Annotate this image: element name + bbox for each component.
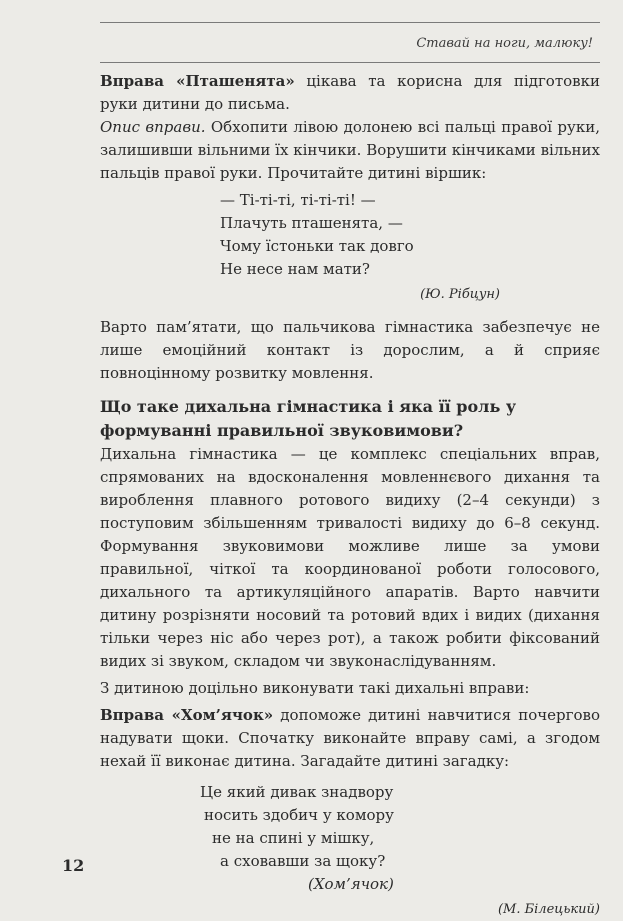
exercise-1-title: Вправа «Пташенята» bbox=[100, 72, 295, 90]
paragraph-finger-gym: Варто пам’ятати, що пальчикова гімнастика забезпечує не лише емоційний контакт із дорослим, а й сприяє повноцінному розвитку мовлення. bbox=[100, 318, 600, 382]
page-number: 12 bbox=[62, 856, 85, 875]
exercise-2-title: Вправа «Хом’ячок» bbox=[100, 706, 274, 724]
paragraph-exercises-intro: З дитиною доцільно виконувати такі дихальні вправи: bbox=[100, 679, 530, 697]
exercise-1-intro-text: цікава та корисна для підготовки руки дитини до письма. bbox=[100, 72, 600, 113]
poem-2-line: носить здобич у комору bbox=[204, 806, 394, 824]
poem-1-line: Плачуть пташенята, — bbox=[220, 214, 403, 232]
poem-2-line: а сховавши за щоку? bbox=[220, 852, 386, 870]
poem-2 bbox=[200, 781, 600, 896]
riddle-answer: (Хом’ячок) bbox=[308, 875, 394, 893]
header-rule-top bbox=[100, 22, 600, 23]
poem-2-author: (М. Білецький) bbox=[497, 902, 600, 917]
poem-2-line: не на спині у мішку, bbox=[212, 829, 375, 847]
poem-1-line: Чому їстоньки так довго bbox=[220, 237, 414, 255]
section-heading: Що таке дихальна гімнастика і яка її роль у формуванні правильної звуковимови? bbox=[100, 397, 517, 440]
header-rule-bottom bbox=[100, 62, 600, 63]
description-text: Обхопити лівою долонею всі пальці правої руки, залишивши вільними їх кінчики. Ворушити кінчиками вільних пальців правої руки. Прочитайте дитині віршик: bbox=[100, 118, 600, 182]
exercise-1-intro bbox=[100, 70, 600, 116]
running-head: Ставай на ноги, малюку! bbox=[416, 36, 593, 51]
poem-1 bbox=[220, 189, 600, 281]
exercise-1-description bbox=[100, 116, 600, 185]
description-label: Опис вправи. bbox=[100, 118, 206, 136]
exercise-2-text: допоможе дитині навчитися почергово надувати щоки. Спочатку виконайте вправу самі, а згодом нехай її виконає дитина. Загадайте дитині загадку: bbox=[100, 706, 600, 770]
paragraph-breathing: Дихальна гімнастика — це комплекс спеціальних вправ, спрямованих на вдосконалення мовленнєвого дихання та вироблення плавного ротового видиху (2–4 секунди) з поступовим збільшенням тривалості видиху до 6–8 секунд. Формування звуковимови можливе лише за умови правильної, чіткої та координованої роботи голосового, дихального та артикуляційного апаратів. Варто навчити дитину розрізняти носовий та ротовий вдих і видих (дихання тільки через ніс або через рот), а також робити фіксований видих зі звуком, складом чи звуконаслідуванням. bbox=[100, 445, 600, 670]
exercise-2-intro bbox=[100, 704, 600, 773]
page-body bbox=[100, 70, 600, 921]
poem-2-line: Це який дивак знадвору bbox=[200, 783, 394, 801]
poem-1-line: Не несе нам мати? bbox=[220, 260, 370, 278]
poem-1-author: (Ю. Рібцун) bbox=[420, 287, 500, 302]
poem-1-line: — Ті-ті-ті, ті-ті-ті! — bbox=[220, 191, 376, 209]
